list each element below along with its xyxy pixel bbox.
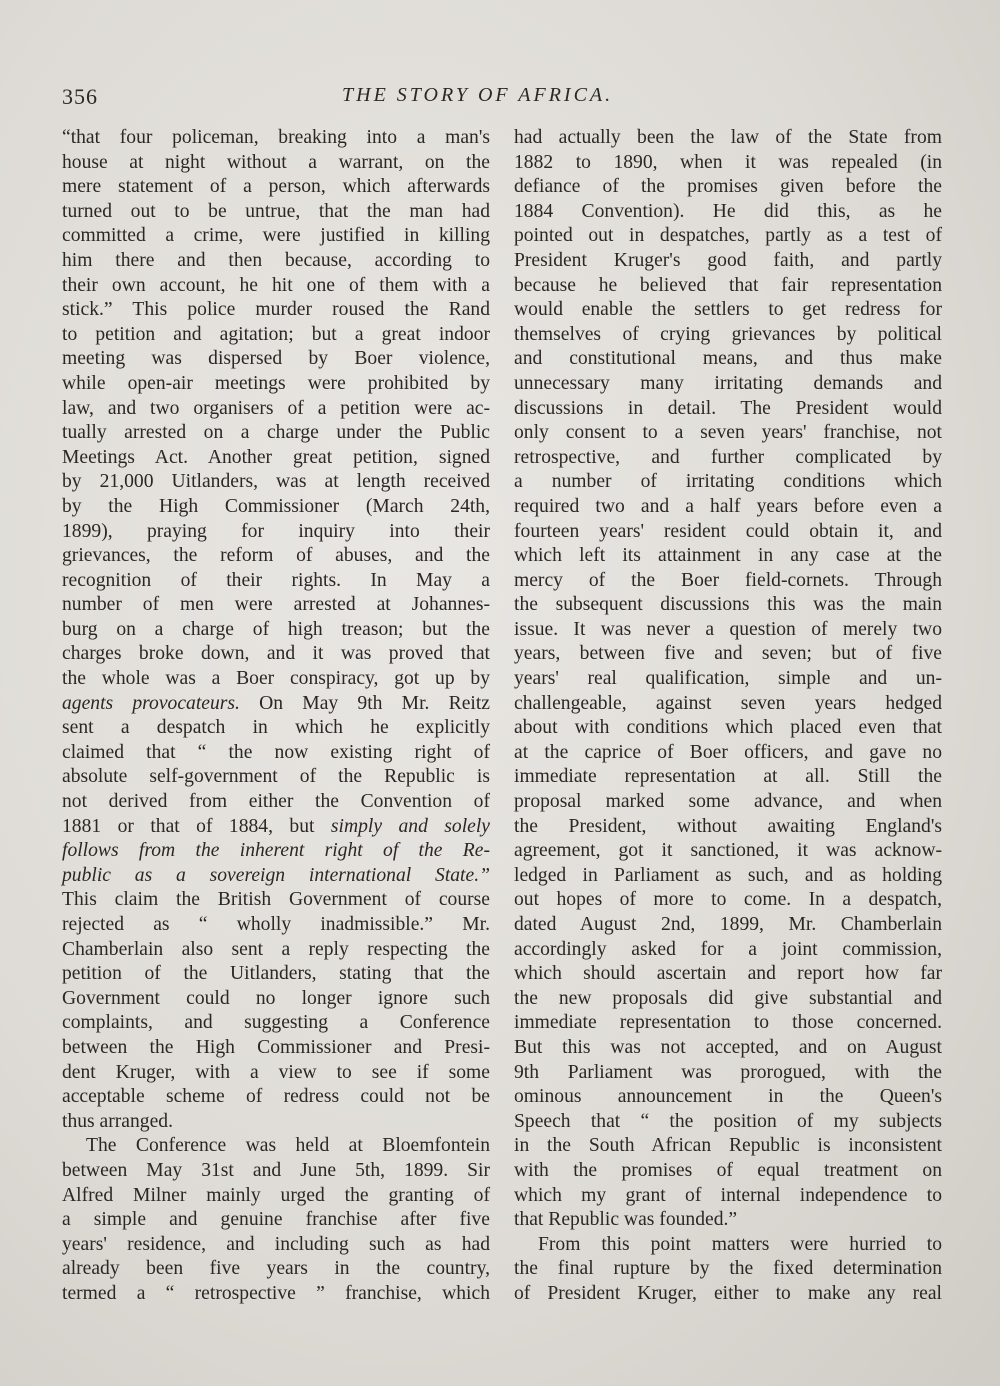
text-line [514, 1184, 942, 1209]
text-line [62, 765, 490, 790]
plain-text: the final rupture by the fixed determination [514, 1258, 942, 1280]
plain-text: their own account, he hit one of them with a [62, 274, 490, 296]
page-number: 356 [62, 84, 98, 109]
plain-text: immediate representation at all. Still the [514, 766, 942, 788]
text-line [514, 421, 942, 446]
plain-text: petition of the Uitlanders, stating that the [62, 963, 490, 985]
text-line [514, 200, 942, 225]
text-line [62, 839, 490, 864]
plain-text: only consent to a seven years' franchise, not [514, 422, 942, 444]
text-line [514, 1159, 942, 1184]
text-line [514, 1282, 942, 1307]
text-line [62, 593, 490, 618]
text-line [514, 520, 942, 545]
plain-text: not derived from either the Convention of [62, 791, 490, 813]
text-line [62, 962, 490, 987]
plain-text: Government could no longer ignore such [62, 987, 490, 1009]
text-line [62, 1110, 490, 1135]
plain-text: challengeable, against seven years hedged [514, 692, 942, 714]
plain-text: which should ascertain and report how far [514, 963, 942, 985]
text-line [62, 446, 490, 471]
text-line [62, 1282, 490, 1307]
text-line [514, 642, 942, 667]
text-line [62, 520, 490, 545]
plain-text: Alfred Milner mainly urged the granting of [62, 1184, 490, 1206]
plain-text: with the promises of equal treatment on [514, 1159, 942, 1181]
plain-text: fourteen years' resident could obtain it, and [514, 520, 942, 542]
text-line [62, 1134, 490, 1159]
plain-text: at the caprice of Boer officers, and gave no [514, 741, 942, 763]
text-line [514, 544, 942, 569]
plain-text: President Kruger's good faith, and partly [514, 249, 942, 271]
italic-text: follows from the inherent right of the Re- [62, 840, 490, 862]
plain-text: But this was not accepted, and on August [514, 1036, 942, 1058]
text-line [62, 1061, 490, 1086]
plain-text: Meetings Act. Another great petition, signed [62, 446, 490, 468]
text-line [514, 618, 942, 643]
plain-text: tually arrested on a charge under the Public [62, 422, 490, 444]
text-line [62, 151, 490, 176]
text-line [514, 913, 942, 938]
plain-text: absolute self-government of the Republic is [62, 766, 490, 788]
plain-text: already been five years in the country, [62, 1258, 490, 1280]
plain-text: dent Kruger, with a view to see if some [62, 1061, 490, 1083]
text-line [514, 298, 942, 323]
plain-text: 1884 Convention). He did this, as he [514, 200, 942, 222]
italic-text: simply and solely [330, 815, 490, 837]
text-line [62, 864, 490, 889]
text-line [514, 175, 942, 200]
plain-text: because he believed that fair representation [514, 274, 942, 296]
plain-text: accordingly asked for a joint commission, [514, 938, 942, 960]
plain-text: of President Kruger, either to make any real [514, 1282, 942, 1304]
text-line [514, 151, 942, 176]
plain-text: rejected as “ wholly inadmissible.” Mr. [62, 914, 490, 935]
plain-text: in the South African Republic is inconsistent [514, 1135, 942, 1157]
text-line [514, 372, 942, 397]
plain-text: acceptable scheme of redress could not be [62, 1086, 490, 1108]
text-line [514, 126, 942, 151]
plain-text: sent a despatch in which he explicitly [62, 717, 490, 739]
text-line [514, 274, 942, 299]
plain-text: meeting was dispersed by Boer violence, [62, 348, 490, 370]
text-line [62, 298, 490, 323]
plain-text: him there and then because, according to [62, 249, 490, 271]
plain-text: discussions in detail. The President would [514, 397, 942, 419]
text-line [514, 1134, 942, 1159]
text-line [514, 741, 942, 766]
text-line [514, 1257, 942, 1282]
text-line [514, 224, 942, 249]
plain-text: The Conference was held at Bloemfontein [86, 1135, 490, 1157]
italic-text: agents provocateurs. [62, 692, 240, 714]
plain-text: which my grant of internal independence to [514, 1184, 942, 1206]
plain-text: between May 31st and June 5th, 1899. Sir [62, 1159, 490, 1181]
text-line [62, 790, 490, 815]
text-line [514, 790, 942, 815]
plain-text: thus arranged. [62, 1110, 173, 1132]
plain-text: years, between five and seven; but of five [514, 643, 942, 665]
plain-text: defiance of the promises given before the [514, 176, 942, 198]
text-line [514, 716, 942, 741]
text-line [514, 397, 942, 422]
text-line [62, 618, 490, 643]
text-line [514, 1233, 942, 1258]
text-line [62, 1036, 490, 1061]
plain-text: grievances, the reform of abuses, and the [62, 545, 490, 567]
plain-text: would enable the settlers to get redress for [514, 299, 942, 321]
plain-text: years' real qualification, simple and un- [514, 668, 942, 690]
plain-text: immediate representation to those concerned. [514, 1012, 942, 1034]
text-line [514, 839, 942, 864]
plain-text: the subsequent discussions this was the main [514, 594, 942, 616]
text-line [514, 1011, 942, 1036]
plain-text: dated August 2nd, 1899, Mr. Chamberlain [514, 914, 942, 935]
plain-text: On May 9th Mr. Reitz [239, 692, 490, 714]
text-line [62, 397, 490, 422]
italic-text: public as a sovereign international State.” [62, 864, 490, 886]
plain-text: pointed out in despatches, partly as a test of [514, 225, 942, 247]
plain-text: number of men were arrested at Johannes- [62, 594, 490, 616]
text-line [62, 544, 490, 569]
plain-text: From this point matters were hurried to [538, 1233, 942, 1255]
text-line [62, 1184, 490, 1209]
plain-text: years' residence, and including such as had [62, 1233, 490, 1255]
plain-text: charges broke down, and it was proved that [62, 643, 490, 665]
plain-text: committed a crime, were justified in killing [62, 225, 490, 247]
text-line [514, 938, 942, 963]
text-line [514, 962, 942, 987]
text-line [62, 1233, 490, 1258]
text-line [514, 1061, 942, 1086]
text-line [62, 1011, 490, 1036]
plain-text: burg on a charge of high treason; but the [62, 618, 490, 640]
plain-text: ominous announcement in the Queen's [514, 1086, 942, 1108]
text-line [62, 569, 490, 594]
text-line [514, 323, 942, 348]
text-line [514, 470, 942, 495]
plain-text: house at night without a warrant, on the [62, 151, 490, 173]
plain-text: out hopes of more to come. In a despatch, [514, 889, 942, 911]
plain-text: and constitutional means, and thus make [514, 348, 942, 370]
right-text-column [514, 126, 942, 1307]
text-line [62, 1257, 490, 1282]
plain-text: retrospective, and further complicated by [514, 446, 942, 468]
text-line [514, 347, 942, 372]
plain-text: turned out to be untrue, that the man had [62, 200, 490, 222]
plain-text: recognition of their rights. In May a [62, 569, 490, 591]
text-line [62, 741, 490, 766]
plain-text: 9th Parliament was prorogued, with the [514, 1061, 942, 1083]
text-line [62, 274, 490, 299]
text-line [514, 1110, 942, 1135]
text-line [62, 347, 490, 372]
text-line [62, 667, 490, 692]
text-line [62, 1085, 490, 1110]
plain-text: that Republic was founded.” [514, 1209, 738, 1231]
plain-text: the whole was a Boer conspiracy, got up by [62, 668, 490, 690]
plain-text: had actually been the law of the State from [514, 127, 942, 148]
text-line [62, 815, 490, 840]
text-line [62, 421, 490, 446]
plain-text: This claim the British Government of course [62, 889, 490, 911]
plain-text: Chamberlain also sent a reply respecting the [62, 938, 490, 960]
text-line [62, 126, 490, 151]
plain-text: about with conditions which placed even that [514, 717, 942, 739]
plain-text: termed a “ retrospective ” franchise, which [62, 1282, 490, 1304]
plain-text: the new proposals did give substantial and [514, 987, 942, 1009]
left-text-column [62, 126, 490, 1307]
text-line [62, 888, 490, 913]
page-header [62, 84, 940, 114]
text-line [62, 200, 490, 225]
plain-text: “that four policeman, breaking into a man's [62, 127, 490, 148]
plain-text: which left its attainment in any case at the [514, 545, 942, 567]
text-line [514, 569, 942, 594]
plain-text: claimed that “ the now existing right of [62, 741, 490, 763]
plain-text: complaints, and suggesting a Conference [62, 1012, 490, 1034]
text-line [62, 913, 490, 938]
text-line [514, 593, 942, 618]
plain-text: a simple and genuine franchise after five [62, 1209, 490, 1231]
plain-text: themselves of crying grievances by political [514, 323, 942, 345]
plain-text: by the High Commissioner (March 24th, [62, 495, 490, 517]
plain-text: Speech that “ the position of my subjects [514, 1110, 942, 1132]
text-line [62, 495, 490, 520]
text-line [514, 815, 942, 840]
text-line [62, 987, 490, 1012]
plain-text: 1881 or that of 1884, but [62, 815, 331, 837]
text-line [62, 249, 490, 274]
text-line [514, 888, 942, 913]
plain-text: required two and a half years before even a [514, 495, 942, 517]
text-line [514, 864, 942, 889]
plain-text: to petition and agitation; but a great indoor [62, 323, 490, 345]
text-line [62, 642, 490, 667]
plain-text: 1882 to 1890, when it was repealed (in [514, 151, 942, 173]
plain-text: mercy of the Boer field-cornets. Through [514, 569, 942, 591]
text-line [62, 323, 490, 348]
plain-text: ledged in Parliament as such, and as holding [514, 864, 942, 886]
text-line [62, 175, 490, 200]
text-line [514, 692, 942, 717]
plain-text: proposal marked some advance, and when [514, 791, 942, 813]
text-line [514, 667, 942, 692]
plain-text: unnecessary many irritating demands and [514, 372, 942, 394]
text-line [62, 1159, 490, 1184]
text-line [62, 716, 490, 741]
text-line [514, 249, 942, 274]
running-title: THE STORY OF AFRICA. [342, 84, 614, 106]
text-line [514, 765, 942, 790]
plain-text: a number of irritating conditions which [514, 471, 942, 493]
text-line [514, 1036, 942, 1061]
text-line [62, 1208, 490, 1233]
text-line [514, 1085, 942, 1110]
text-line [62, 692, 490, 717]
text-line [514, 446, 942, 471]
plain-text: agreement, got it sanctioned, it was acknow- [514, 840, 942, 862]
plain-text: issue. It was never a question of merely two [514, 618, 942, 640]
plain-text: the President, without awaiting England's [514, 815, 942, 837]
plain-text: between the High Commissioner and Presi- [62, 1036, 490, 1058]
plain-text: law, and two organisers of a petition were ac- [62, 397, 490, 419]
plain-text: stick.” This police murder roused the Rand [62, 299, 490, 321]
text-line [62, 938, 490, 963]
text-line [62, 372, 490, 397]
text-line [514, 495, 942, 520]
text-line [514, 987, 942, 1012]
plain-text: by 21,000 Uitlanders, was at length received [62, 471, 490, 493]
plain-text: 1899), praying for inquiry into their [62, 520, 490, 542]
text-line [62, 470, 490, 495]
plain-text: while open-air meetings were prohibited by [62, 372, 490, 394]
text-line [62, 224, 490, 249]
text-line [514, 1208, 942, 1233]
plain-text: mere statement of a person, which afterwards [62, 176, 490, 198]
